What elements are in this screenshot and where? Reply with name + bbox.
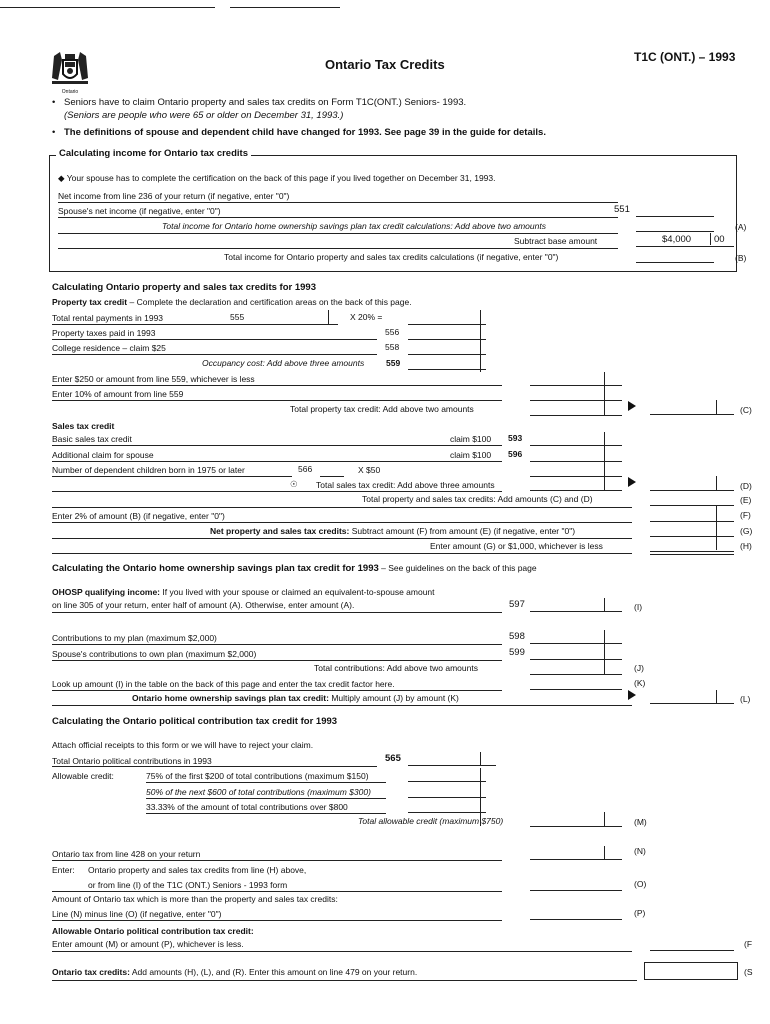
line-p-field[interactable] — [530, 919, 622, 920]
tag-h: (H) — [740, 541, 752, 551]
top-rule — [0, 7, 215, 8]
lookup-label: Look up amount (I) in the table on the back of this page and enter the tax credit factor here. — [52, 679, 395, 689]
property-credit-title: Property tax credit — [52, 297, 128, 307]
bullet-definitions: • — [52, 127, 56, 138]
line-f-divider — [716, 505, 717, 550]
arrow-right-icon — [628, 690, 636, 700]
contrib-spouse-rule — [52, 660, 502, 661]
enter-250-field[interactable] — [530, 385, 622, 386]
base-amount-field — [636, 246, 734, 247]
ohosp-qualifying-text: If you lived with your spouse or claimed an equivalent-to-spouse amount — [160, 587, 435, 597]
target-icon: ☉ — [290, 479, 298, 489]
line-d-divider — [716, 476, 717, 490]
line-565-field[interactable] — [408, 765, 496, 766]
line-598-code: 598 — [509, 631, 525, 642]
spouse-claim-amount: claim $100 — [450, 450, 492, 460]
total-allowable-label: Total allowable credit (maximum $750) — [358, 816, 504, 826]
total-ohosp-field[interactable] — [636, 231, 714, 232]
total-political-rule — [52, 766, 377, 767]
total-contrib-label: Total contributions: Add above two amounts — [314, 663, 478, 673]
receipts-note: Attach official receipts to this form or we will have to reject your claim. — [52, 740, 314, 750]
tag-f: (F) — [740, 510, 751, 520]
tag-o: (O) — [634, 879, 647, 889]
enter-250-rule — [52, 385, 502, 386]
form-id: T1C (ONT.) – 1993 — [634, 50, 736, 64]
base-amount-divider — [710, 233, 711, 245]
contrib-spouse-label: Spouse's contributions to own plan (maximum $2,000) — [52, 649, 257, 659]
line-556-code: 556 — [385, 327, 400, 337]
tag-j: (J) — [634, 663, 644, 673]
total-sales-credit-label: Total sales tax credit: Add above three amounts — [316, 480, 495, 490]
ontario-tax-rule — [52, 860, 502, 861]
subtract-base-label: Subtract base amount — [514, 236, 598, 246]
more-than-label: Amount of Ontario tax which is more than the property and sales tax credits: — [52, 894, 338, 904]
line-596-field[interactable] — [530, 461, 622, 462]
total-property-credit-field[interactable] — [530, 415, 622, 416]
n-minus-o-rule — [52, 920, 502, 921]
tag-b: (B) — [735, 253, 747, 263]
enter-label: Enter: — [52, 865, 75, 875]
enter-g-rule — [52, 553, 632, 554]
allowable-credit-label: Allowable credit: — [52, 771, 114, 781]
enter-g-label: Enter amount (G) or $1,000, whichever is less — [430, 541, 603, 551]
net-credits-rule — [52, 538, 632, 539]
property-taxes-label: Property taxes paid in 1993 — [52, 328, 156, 338]
line-598-field[interactable] — [530, 643, 622, 644]
net-credits-label — [210, 526, 575, 536]
two-percent-rule — [52, 522, 632, 523]
contrib-column-divider — [604, 630, 605, 674]
spouse-income-label: Spouse's net income (if negative, enter "0") — [58, 206, 221, 216]
base-amount-cents: 00 — [714, 234, 725, 245]
enter-10pct-label: Enter 10% of amount from line 559 — [52, 389, 184, 399]
tier1-rule — [146, 782, 386, 783]
line-d-field[interactable] — [650, 490, 734, 491]
line-558-code: 558 — [385, 342, 400, 352]
children-label: Number of dependent children born in 1975 or later — [52, 465, 245, 475]
ohosp-credit-label — [132, 693, 459, 703]
line-j-field[interactable] — [530, 674, 622, 675]
spouse-claim-label: Additional claim for spouse — [52, 450, 154, 460]
enter-rule — [52, 891, 502, 892]
coat-of-arms-icon — [50, 50, 90, 86]
enter-10pct-field[interactable] — [530, 400, 622, 401]
rent-rule — [52, 324, 248, 325]
logo-caption: Ontario — [61, 89, 79, 95]
ohosp-income-rule — [58, 233, 618, 234]
total-sales-rule — [52, 491, 502, 492]
line-479-box[interactable] — [644, 962, 738, 980]
total-property-income-label: Total income for Ontario property and sales tax credits calculations (if negative, enter "0") — [224, 252, 559, 262]
qualifying-rule — [52, 612, 502, 613]
tag-p: (P) — [634, 908, 646, 918]
net-income-label: Net income from line 236 of your return (if negative, enter "0") — [58, 191, 290, 201]
page-title: Ontario Tax Credits — [325, 57, 445, 72]
line-e-field[interactable] — [650, 505, 734, 506]
line-599-code: 599 — [509, 647, 525, 658]
seniors-definition: (Seniors are people who were 65 or older on December 31, 1993.) — [64, 110, 344, 121]
line-596-code: 596 — [508, 449, 523, 459]
line-h-double — [650, 554, 734, 555]
property-section-heading: Calculating Ontario property and sales tax credits for 1993 — [52, 282, 316, 293]
tier3-label: 33.33% of the amount of total contributions over $800 — [146, 802, 348, 812]
lookup-rule — [52, 690, 502, 691]
line-559-code: 559 — [386, 358, 401, 368]
spouse-certification-note: ◆ Your spouse has to complete the certification on the back of this page if you lived together on December 31, 1993. — [58, 173, 496, 183]
top-rule-2 — [230, 7, 340, 8]
line-566-code: 566 — [298, 464, 313, 474]
line-h-field[interactable] — [650, 551, 734, 552]
tag-e: (E) — [740, 495, 752, 505]
ontario-tax-credits-title: Ontario tax credits: — [52, 967, 130, 977]
total-political-label: Total Ontario political contributions in 1993 — [52, 756, 212, 766]
college-residence-label: College residence – claim $25 — [52, 343, 166, 353]
children-rule — [52, 476, 292, 477]
enter-line2: or from line (I) of the T1C (ONT.) Seniors - 1993 form — [88, 880, 288, 890]
line-n-field[interactable] — [530, 859, 622, 860]
ontario-tax-label: Ontario tax from line 428 on your return — [52, 849, 201, 859]
property-credit-note: – Complete the declaration and certification areas on the back of this page. — [127, 297, 412, 307]
base-amount-dollars: $4,000 — [662, 234, 692, 245]
tier3-field[interactable] — [408, 812, 486, 813]
tier1-field[interactable] — [408, 781, 486, 782]
ontario-tax-credits-total — [52, 967, 417, 977]
n-minus-o-label: Line (N) minus line (O) (if negative, enter "0") — [52, 909, 222, 919]
tag-s: (S — [744, 967, 753, 977]
line-k-field[interactable] — [530, 689, 622, 690]
tag-n: (N) — [634, 846, 646, 856]
line-l-field[interactable] — [650, 703, 734, 704]
rent-label: Total rental payments in 1993 — [52, 313, 164, 323]
rent-multiplier: X 20% = — [350, 312, 383, 322]
tier2-rule — [146, 798, 386, 799]
line-c-field[interactable] — [650, 414, 734, 415]
line-c-divider — [716, 400, 717, 414]
ohosp-heading-title: Calculating the Ontario home ownership savings plan tax credit for 1993 — [52, 563, 379, 574]
ohosp-credit-rule — [52, 705, 632, 706]
seniors-note: Seniors have to claim Ontario property and sales tax credits on Form T1C(ONT.) Seniors- 1993. — [64, 97, 467, 108]
children-result-field[interactable] — [530, 476, 622, 477]
line-597-field[interactable] — [530, 611, 622, 612]
property-credit-intro — [52, 297, 412, 307]
property-taxes-rule — [52, 339, 377, 340]
enter-m-or-p-label: Enter amount (M) or amount (P), whichever is less. — [52, 939, 244, 949]
line-m-divider — [604, 812, 605, 826]
basic-sales-label: Basic sales tax credit — [52, 434, 132, 444]
spouse-claim-rule — [52, 461, 502, 462]
ohosp-qualifying-income — [52, 587, 435, 597]
line-565-divider — [480, 752, 481, 765]
college-rule — [52, 354, 377, 355]
line-o-field[interactable] — [530, 890, 622, 891]
line-597-code: 597 — [509, 599, 525, 610]
line-551-code: 551 — [614, 204, 630, 215]
ontario-tax-credits-text: Add amounts (H), (L), and (R). Enter this amount on line 479 on your return. — [129, 967, 418, 977]
line-565-code: 565 — [385, 753, 401, 764]
tier2-field[interactable] — [408, 797, 486, 798]
tag-k: (K) — [634, 678, 646, 688]
net-credits-title: Net property and sales tax credits: — [210, 526, 350, 536]
tag-l: (L) — [740, 694, 751, 704]
contrib-mine-rule — [52, 644, 502, 645]
definitions-note: The definitions of spouse and dependent child have changed for 1993. See page 39 in the guide for details. — [64, 127, 546, 138]
tag-m: (M) — [634, 817, 647, 827]
ohosp-qualifying-line2: on line 305 of your return, enter half of amount (A). Otherwise, enter amount (A). — [52, 600, 355, 610]
line-599-field[interactable] — [530, 659, 622, 660]
line-556-field[interactable] — [408, 339, 486, 340]
line-558-field[interactable] — [408, 354, 486, 355]
bullet-seniors: • — [52, 97, 56, 108]
base-amount-rule — [58, 248, 618, 249]
allowable-political-title: Allowable Ontario political contribution tax credit: — [52, 926, 254, 936]
ohosp-section-heading — [52, 563, 537, 574]
basic-sales-rule — [52, 445, 502, 446]
line-r-field[interactable] — [650, 950, 734, 951]
credit-column-divider — [604, 372, 605, 416]
total-sales-field[interactable] — [530, 490, 622, 491]
line-551-field[interactable] — [636, 216, 714, 217]
ohosp-credit-text: Multiply amount (J) by amount (K) — [328, 693, 459, 703]
tier3-rule — [146, 813, 386, 814]
net-credits-text: Subtract amount (F) from amount (E) (if negative, enter "0") — [351, 526, 576, 536]
tag-d: (D) — [740, 481, 752, 491]
two-percent-label: Enter 2% of amount (B) (if negative, enter "0") — [52, 511, 225, 521]
total-ohosp-income-label: Total income for Ontario home ownership savings plan tax credit calculations: Add above two amounts — [162, 221, 546, 231]
line-m-field[interactable] — [530, 826, 622, 827]
political-section-heading: Calculating the Ontario political contribution tax credit for 1993 — [52, 716, 338, 727]
spouse-certification-text: Your spouse has to complete the certification on the back of this page if you lived together on December 31, 1993. — [66, 173, 496, 183]
rent-field[interactable] — [248, 324, 338, 325]
tag-r: (F — [744, 939, 753, 949]
enter-m-or-p-rule — [52, 951, 632, 952]
contrib-mine-label: Contributions to my plan (maximum $2,000) — [52, 633, 217, 643]
tag-i: (I) — [634, 602, 643, 612]
ontario-logo — [50, 50, 90, 95]
ohosp-qualifying-title: OHOSP qualifying income: — [52, 587, 160, 597]
line-593-code: 593 — [508, 433, 523, 443]
total-property-income-field[interactable] — [636, 262, 714, 263]
ohosp-credit-title: Ontario home ownership savings plan tax credit: — [132, 693, 329, 703]
line-559-field[interactable] — [408, 369, 486, 370]
total-prop-sales-rule — [52, 507, 632, 508]
spouse-income-line — [58, 217, 618, 218]
occupancy-column-divider — [480, 310, 481, 372]
line-l-divider — [716, 690, 717, 703]
line-f-field[interactable] — [650, 521, 734, 522]
line-597-divider — [604, 598, 605, 612]
final-rule — [52, 980, 637, 981]
enter-250-label: Enter $250 or amount from line 559, whichever is less — [52, 374, 255, 384]
net-income-line — [58, 202, 618, 203]
income-section-heading: Calculating income for Ontario tax credits — [56, 148, 251, 159]
line-566-field[interactable] — [320, 476, 344, 477]
line-g-field[interactable] — [650, 536, 734, 537]
tag-c: (C) — [740, 405, 752, 415]
basic-claim-amount: claim $100 — [450, 434, 492, 444]
sales-tax-credit-title: Sales tax credit — [52, 421, 115, 431]
tier2-label: 50% of the next $600 of total contributions (maximum $300) — [146, 787, 371, 797]
total-property-credit-label: Total property tax credit: Add above two amounts — [290, 404, 474, 414]
rent-divider — [328, 310, 329, 324]
tier1-label: 75% of the first $200 of total contributions (maximum $150) — [146, 771, 369, 781]
children-multiplier: X $50 — [358, 465, 381, 475]
enter-line1: Ontario property and sales tax credits from line (H) above, — [88, 865, 307, 875]
line-n-divider — [604, 846, 605, 859]
arrow-right-icon — [628, 477, 636, 487]
tag-a: (A) — [735, 222, 747, 232]
tag-g: (G) — [740, 526, 753, 536]
ohosp-heading-note: – See guidelines on the back of this page — [378, 563, 537, 573]
enter-10pct-rule — [52, 400, 502, 401]
occupancy-cost-label: Occupancy cost: Add above three amounts — [202, 358, 365, 368]
total-prop-sales-label: Total property and sales tax credits: Add amounts (C) and (D) — [362, 494, 593, 504]
line-593-field[interactable] — [530, 445, 622, 446]
line-555-code: 555 — [230, 312, 245, 322]
rent-result-field[interactable] — [408, 324, 486, 325]
arrow-right-icon — [628, 401, 636, 411]
